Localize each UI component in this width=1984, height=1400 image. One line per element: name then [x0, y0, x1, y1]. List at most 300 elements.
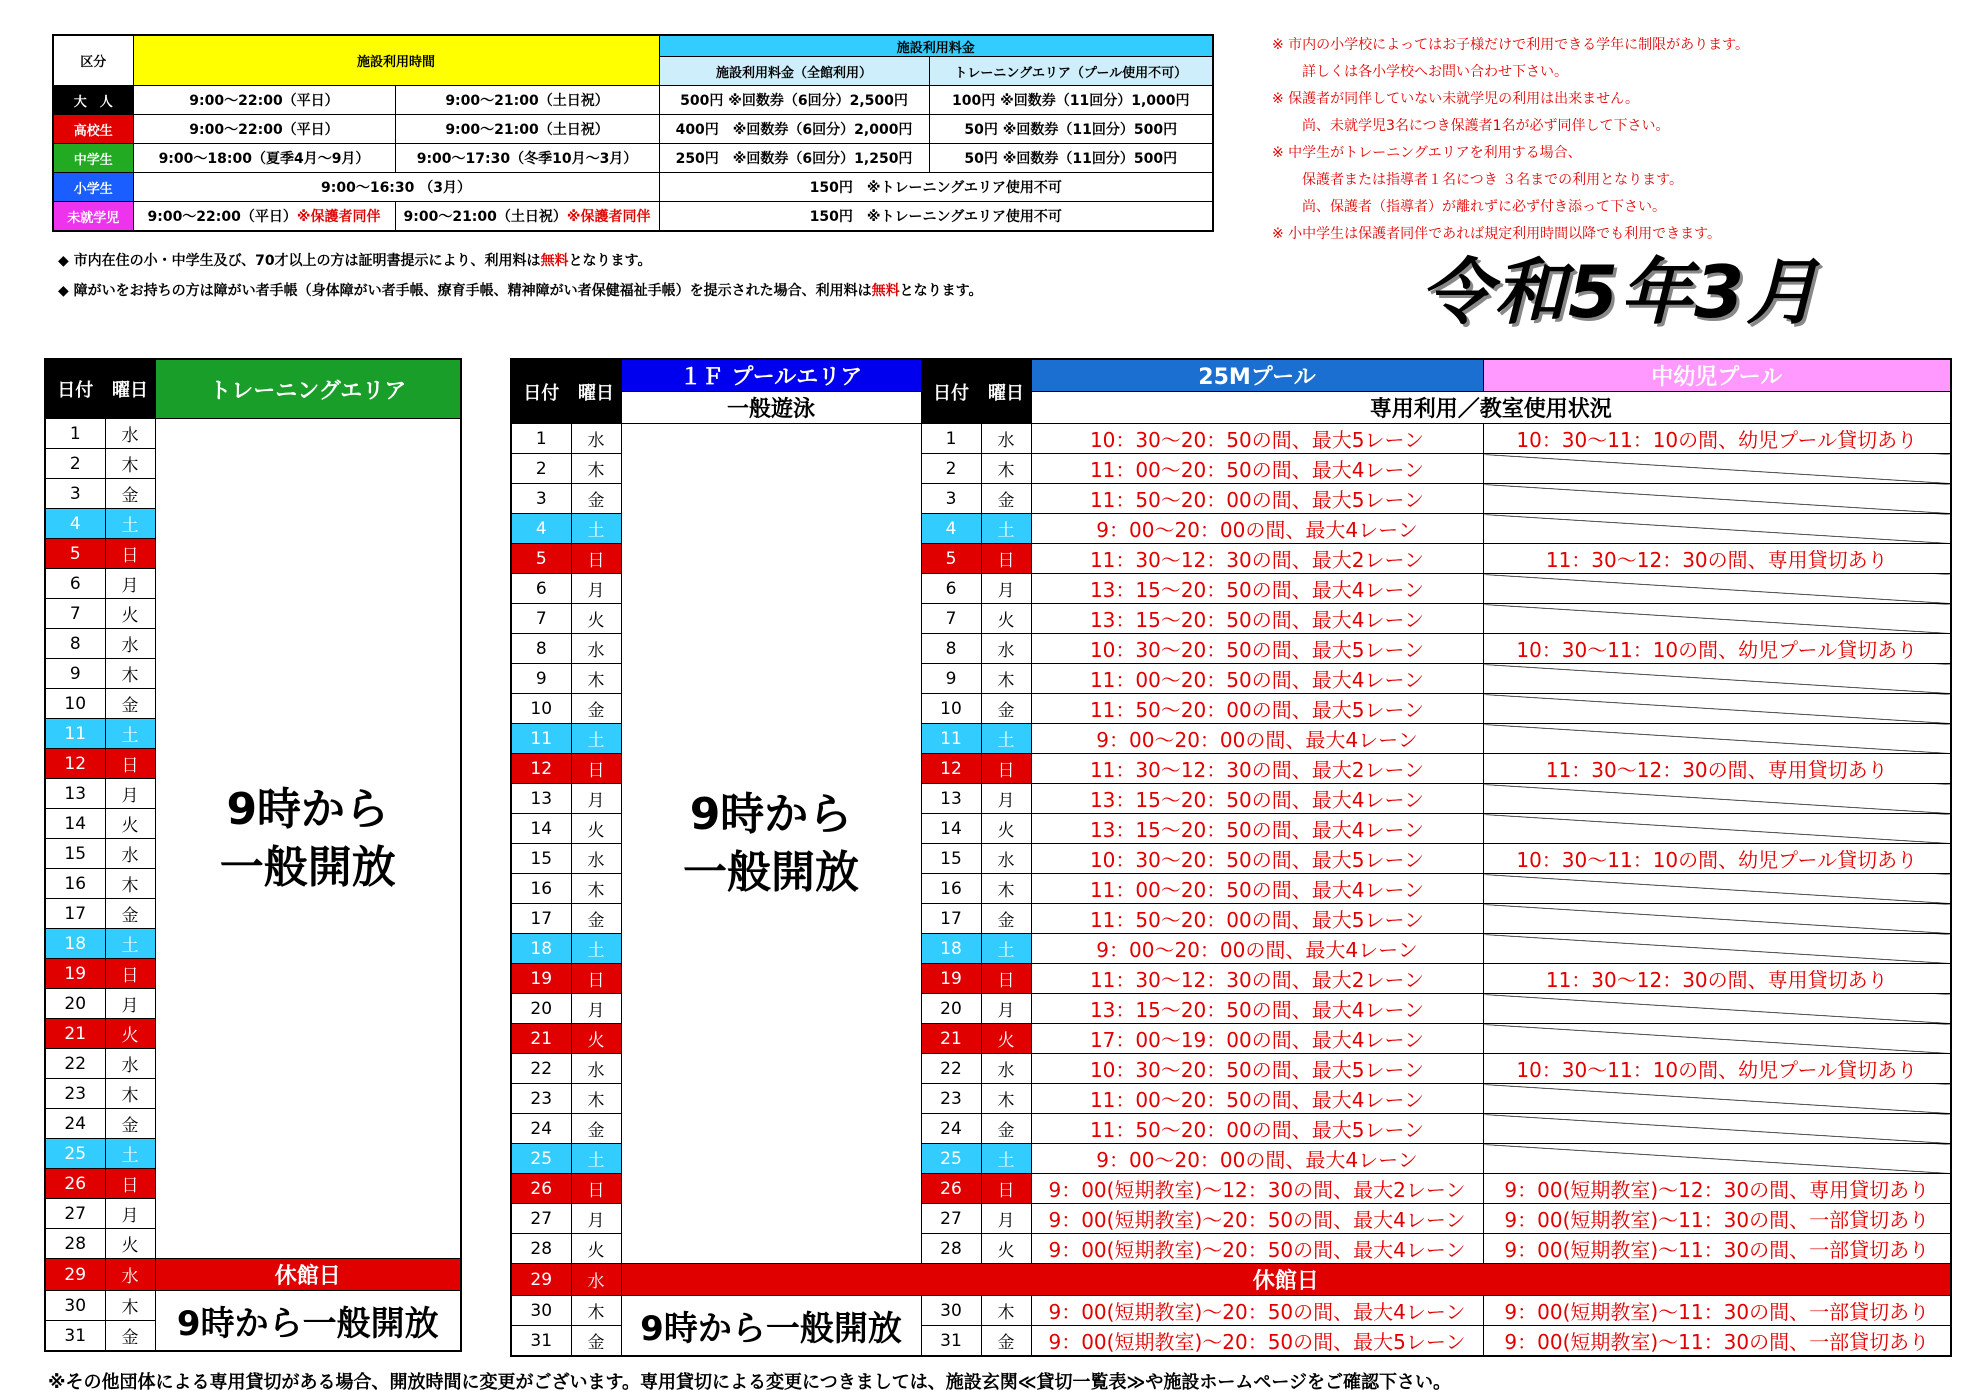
dow-cell: 金 [981, 694, 1031, 724]
dow-cell: 日 [981, 964, 1031, 994]
pool25-status: 11：50～20：00の間、最大5レーン [1031, 904, 1483, 934]
weekday-hours: 9:00～22:00（平日） [133, 86, 395, 115]
pool-schedule [510, 358, 1952, 1357]
pool25-status: 11：00～20：50の間、最大4レーン [1031, 664, 1483, 694]
date-cell: 16 [511, 874, 571, 904]
kids-pool-status: 10：30～11：10の間、幼児プール貸切あり [1483, 1054, 1951, 1084]
dow-cell: 土 [105, 1139, 155, 1169]
fee-full: 250円 ※回数券（6回分）1,250円 [659, 144, 929, 173]
date-cell: 3 [45, 479, 105, 509]
date-cell: 18 [921, 934, 981, 964]
date-cell: 13 [511, 784, 571, 814]
open-line: 9時から [226, 783, 390, 835]
dow-cell: 木 [981, 874, 1031, 904]
kids-pool-status [1483, 1114, 1951, 1144]
dow-cell: 金 [571, 1114, 621, 1144]
date-cell: 8 [511, 634, 571, 664]
usage-note: 詳しくは各小学校へお問い合わせ下さい。 [1302, 64, 1568, 80]
kids-pool-status: 9：00(短期教室)～11：30の間、一部貸切あり [1483, 1204, 1951, 1234]
date-cell: 23 [921, 1084, 981, 1114]
date-cell: 13 [45, 779, 105, 809]
date-cell: 2 [45, 449, 105, 479]
pool25-status: 17：00～19：00の間、最大4レーン [1031, 1024, 1483, 1054]
kids-pool-status [1483, 904, 1951, 934]
dow-cell: 木 [105, 449, 155, 479]
kids-pool-status: 9：00(短期教室)～11：30の間、一部貸切あり [1483, 1326, 1951, 1357]
dow-cell: 金 [105, 479, 155, 509]
fee-training: 50円 ※回数券（11回分）500円 [929, 115, 1213, 144]
dow-cell: 金 [105, 1109, 155, 1139]
dow-cell: 金 [571, 484, 621, 514]
dow-cell: 月 [105, 1199, 155, 1229]
weekend-hours: 9:00～21:00（土日祝） [395, 115, 659, 144]
kids-pool-status: 11：30～12：30の間、専用貸切あり [1483, 964, 1951, 994]
dow-cell: 水 [571, 844, 621, 874]
kids-pool-status [1483, 514, 1951, 544]
date-cell: 14 [511, 814, 571, 844]
kids-pool-status: 10：30～11：10の間、幼児プール貸切あり [1483, 844, 1951, 874]
dow-cell: 月 [105, 779, 155, 809]
kids-pool-status: 11：30～12：30の間、専用貸切あり [1483, 544, 1951, 574]
fee-header-hours: 施設利用時間 [133, 35, 659, 86]
day-row [511, 1296, 1951, 1326]
date-cell: 14 [921, 814, 981, 844]
date-cell: 8 [921, 634, 981, 664]
closed-cell: 休館日 [621, 1264, 1951, 1296]
dow-cell: 土 [105, 929, 155, 959]
pool25-status: 9：00(短期教室)～20：50の間、最大4レーン [1031, 1204, 1483, 1234]
col-dow: 曜日 [571, 359, 621, 424]
date-cell: 21 [45, 1019, 105, 1049]
fee-training: 100円 ※回数券（11回分）1,000円 [929, 86, 1213, 115]
open-after-cell: 9時から一般開放 [621, 1296, 921, 1357]
date-cell: 8 [45, 629, 105, 659]
dow-cell: 金 [571, 694, 621, 724]
dow-cell: 水 [571, 424, 621, 454]
date-cell: 24 [511, 1114, 571, 1144]
date-cell: 21 [511, 1024, 571, 1054]
kids-pool-status [1483, 1024, 1951, 1054]
dow-cell: 土 [571, 1144, 621, 1174]
date-cell: 7 [921, 604, 981, 634]
dow-cell: 木 [571, 454, 621, 484]
dow-cell: 月 [981, 1204, 1031, 1234]
fee-header-training: トレーニングエリア（プール使用不可） [929, 57, 1213, 86]
fee-header-full: 施設利用料金（全館利用） [659, 57, 929, 86]
date-cell: 15 [511, 844, 571, 874]
dow-cell: 日 [105, 539, 155, 569]
guardian-note: ※保護者同伴 [566, 209, 651, 225]
dow-cell: 木 [571, 1296, 621, 1326]
dow-cell: 火 [981, 814, 1031, 844]
pool25-status: 11：30～12：30の間、最大2レーン [1031, 754, 1483, 784]
kids-pool-status [1483, 484, 1951, 514]
fee-row-elementary [53, 173, 1213, 202]
dow-cell: 日 [571, 544, 621, 574]
fee-row-adult [53, 86, 1213, 115]
col-date: 日付 [511, 359, 571, 424]
dow-cell: 土 [105, 719, 155, 749]
pool25-status: 9：00(短期教室)～12：30の間、最大2レーン [1031, 1174, 1483, 1204]
dow-cell: 月 [571, 994, 621, 1024]
date-cell: 30 [511, 1296, 571, 1326]
date-cell: 10 [45, 689, 105, 719]
date-cell: 22 [921, 1054, 981, 1084]
dow-cell: 土 [571, 934, 621, 964]
date-cell: 9 [511, 664, 571, 694]
date-cell: 5 [45, 539, 105, 569]
col-date: 日付 [45, 359, 105, 419]
date-cell: 22 [45, 1049, 105, 1079]
usage-notes [1272, 32, 1749, 248]
dow-cell: 水 [105, 419, 155, 449]
dow-cell: 木 [981, 1084, 1031, 1114]
usage-note: ※ 保護者が同伴していない未就学児の利用は出来ません。 [1272, 91, 1640, 107]
date-cell: 19 [921, 964, 981, 994]
date-cell: 27 [45, 1199, 105, 1229]
dow-cell: 土 [981, 934, 1031, 964]
pool25-header: 25Mプール [1031, 359, 1483, 392]
hours: 9:00～16:30 （3月） [133, 173, 659, 202]
dow-cell: 火 [105, 809, 155, 839]
kids-pool-status [1483, 994, 1951, 1024]
date-cell: 7 [511, 604, 571, 634]
date-cell: 30 [45, 1291, 105, 1321]
date-cell: 4 [511, 514, 571, 544]
training-open-cell [155, 419, 461, 1259]
kids-pool-status [1483, 664, 1951, 694]
training-schedule [44, 358, 462, 1352]
dow-cell: 金 [105, 1321, 155, 1352]
dow-cell: 水 [571, 1264, 621, 1296]
date-cell: 31 [45, 1321, 105, 1352]
kids-pool-status: 9：00(短期教室)～12：30の間、専用貸切あり [1483, 1174, 1951, 1204]
pool25-status: 13：15～20：50の間、最大4レーン [1031, 784, 1483, 814]
weekend-hours: 9:00～21:00（土日祝）※保護者同伴 [395, 202, 659, 232]
pool25-status: 10：30～20：50の間、最大5レーン [1031, 634, 1483, 664]
col-dow: 曜日 [981, 359, 1031, 424]
date-cell: 17 [921, 904, 981, 934]
open-after-cell: 9時から一般開放 [155, 1291, 461, 1352]
date-cell: 17 [45, 899, 105, 929]
date-cell: 28 [511, 1234, 571, 1264]
usage-note: ※ 市内の小学校によってはお子様だけで利用できる学年に制限があります。 [1272, 37, 1750, 53]
dow-cell: 土 [981, 514, 1031, 544]
date-cell: 26 [45, 1169, 105, 1199]
kids-pool-status [1483, 694, 1951, 724]
date-cell: 16 [45, 869, 105, 899]
date-cell: 11 [921, 724, 981, 754]
dow-cell: 日 [105, 1169, 155, 1199]
pool25-status: 9：00～20：00の間、最大4レーン [1031, 514, 1483, 544]
pool25-status: 11：00～20：50の間、最大4レーン [1031, 454, 1483, 484]
dow-cell: 木 [105, 659, 155, 689]
dow-cell: 金 [571, 904, 621, 934]
date-cell: 18 [45, 929, 105, 959]
dow-cell: 火 [981, 604, 1031, 634]
guardian-note: ※保護者同伴 [296, 209, 381, 225]
date-cell: 22 [511, 1054, 571, 1084]
dow-cell: 火 [105, 1019, 155, 1049]
dow-cell: 土 [105, 509, 155, 539]
kids-pool-status: 9：00(短期教室)～11：30の間、一部貸切あり [1483, 1296, 1951, 1326]
kids-pool-status [1483, 1144, 1951, 1174]
pool25-status: 9：00(短期教室)～20：50の間、最大4レーン [1031, 1234, 1483, 1264]
open-message [156, 781, 461, 897]
kids-pool-status [1483, 724, 1951, 754]
pool25-status: 11：00～20：50の間、最大4レーン [1031, 874, 1483, 904]
dow-cell: 月 [571, 1204, 621, 1234]
category-label: 高校生 [53, 115, 133, 144]
pool25-status: 13：15～20：50の間、最大4レーン [1031, 574, 1483, 604]
fee: 150円 ※トレーニングエリア使用不可 [659, 202, 1213, 232]
open-line: 一般開放 [683, 846, 859, 898]
date-cell: 1 [511, 424, 571, 454]
date-cell: 19 [45, 959, 105, 989]
fee-full: 400円 ※回数券（6回分）2,000円 [659, 115, 929, 144]
pool25-status: 11：30～12：30の間、最大2レーン [1031, 964, 1483, 994]
kids-pool-status: 9：00(短期教室)～11：30の間、一部貸切あり [1483, 1234, 1951, 1264]
date-cell: 25 [511, 1144, 571, 1174]
date-cell: 28 [921, 1234, 981, 1264]
category-label: 大 人 [53, 86, 133, 115]
pool25-status: 11：50～20：00の間、最大5レーン [1031, 694, 1483, 724]
weekend-hours: 9:00～21:00（土日祝） [395, 86, 659, 115]
dow-cell: 日 [981, 754, 1031, 784]
dow-cell: 日 [571, 964, 621, 994]
dow-cell: 火 [571, 814, 621, 844]
status-header: 専用利用／教室使用状況 [1031, 392, 1951, 424]
fee-row-high [53, 115, 1213, 144]
kids-pool-status [1483, 784, 1951, 814]
date-cell: 7 [45, 599, 105, 629]
weekday-hours: 9:00～22:00（平日） [133, 115, 395, 144]
pool25-status: 9：00(短期教室)～20：50の間、最大4レーン [1031, 1296, 1483, 1326]
dow-cell: 水 [571, 634, 621, 664]
dow-cell: 水 [105, 1259, 155, 1291]
dow-cell: 金 [981, 904, 1031, 934]
dow-cell: 土 [981, 724, 1031, 754]
dow-cell: 金 [105, 899, 155, 929]
date-cell: 25 [45, 1139, 105, 1169]
date-cell: 14 [45, 809, 105, 839]
dow-cell: 日 [105, 959, 155, 989]
open-line: 9時から [689, 788, 853, 840]
fee: 150円 ※トレーニングエリア使用不可 [659, 173, 1213, 202]
dow-cell: 水 [981, 844, 1031, 874]
open-message [622, 786, 921, 902]
closed-cell: 休館日 [155, 1259, 461, 1291]
date-cell: 3 [511, 484, 571, 514]
weekday-hours: 9:00～22:00（平日）※保護者同伴 [133, 202, 395, 232]
dow-cell: 土 [981, 1144, 1031, 1174]
dow-cell: 木 [571, 874, 621, 904]
dow-cell: 木 [105, 1079, 155, 1109]
dow-cell: 金 [981, 484, 1031, 514]
dow-cell: 土 [571, 514, 621, 544]
dow-cell: 水 [981, 634, 1031, 664]
date-cell: 25 [921, 1144, 981, 1174]
date-cell: 11 [511, 724, 571, 754]
date-cell: 31 [921, 1326, 981, 1357]
date-cell: 23 [511, 1084, 571, 1114]
footer-note: ※その他団体による専用貸切がある場合、開放時間に変更がございます。専用貸切による変更につきましては、施設玄関≪貸切一覧表≫や施設ホームページをご確認下さい。 [48, 1372, 1452, 1393]
pool25-status: 13：15～20：50の間、最大4レーン [1031, 814, 1483, 844]
date-cell: 12 [45, 749, 105, 779]
page-title: 令和5年3月 [1420, 250, 1821, 334]
date-cell: 26 [921, 1174, 981, 1204]
date-cell: 26 [511, 1174, 571, 1204]
dow-cell: 日 [105, 749, 155, 779]
dow-cell: 日 [571, 754, 621, 784]
fee-header-fees: 施設利用料金 [659, 35, 1213, 57]
date-cell: 17 [511, 904, 571, 934]
usage-note: ※ 小中学生は保護者同伴であれば規定利用時間以降でも利用できます。 [1272, 226, 1722, 242]
dow-cell: 木 [571, 664, 621, 694]
fee-header-category: 区分 [53, 35, 133, 86]
date-cell: 27 [511, 1204, 571, 1234]
date-cell: 9 [45, 659, 105, 689]
dow-cell: 水 [571, 1054, 621, 1084]
pool25-status: 9：00(短期教室)～20：50の間、最大5レーン [1031, 1326, 1483, 1357]
kids-pool-status: 11：30～12：30の間、専用貸切あり [1483, 754, 1951, 784]
fee-full: 500円 ※回数券（6回分）2,500円 [659, 86, 929, 115]
date-cell: 6 [45, 569, 105, 599]
day-row [45, 419, 461, 449]
pool25-status: 9：00～20：00の間、最大4レーン [1031, 724, 1483, 754]
note-free-disability: ◆ 障がいをお持ちの方は障がい者手帳（身体障がい者手帳、療育手帳、精神障がい者保健福祉手帳）を提示された場合、利用料は無料となります。 [58, 283, 983, 299]
date-cell: 6 [921, 574, 981, 604]
date-cell: 20 [45, 989, 105, 1019]
dow-cell: 水 [981, 1054, 1031, 1084]
usage-note: 保護者または指導者１名につき ３名までの利用となります。 [1302, 172, 1684, 188]
kids-pool-status [1483, 454, 1951, 484]
date-cell: 29 [45, 1259, 105, 1291]
dow-cell: 水 [105, 839, 155, 869]
dow-cell: 月 [105, 989, 155, 1019]
date-cell: 24 [45, 1109, 105, 1139]
pool25-status: 9：00～20：00の間、最大4レーン [1031, 1144, 1483, 1174]
dow-cell: 火 [981, 1024, 1031, 1054]
date-cell: 6 [511, 574, 571, 604]
dow-cell: 金 [105, 689, 155, 719]
weekend-hours: 9:00～17:30（冬季10月～3月） [395, 144, 659, 173]
fee-training: 50円 ※回数券（11回分）500円 [929, 144, 1213, 173]
dow-cell: 日 [571, 1174, 621, 1204]
dow-cell: 月 [571, 784, 621, 814]
date-cell: 3 [921, 484, 981, 514]
dow-cell: 火 [981, 1234, 1031, 1264]
date-cell: 2 [511, 454, 571, 484]
dow-cell: 月 [571, 574, 621, 604]
date-cell: 21 [921, 1024, 981, 1054]
dow-cell: 水 [105, 1049, 155, 1079]
pool25-status: 13：15～20：50の間、最大4レーン [1031, 604, 1483, 634]
pool25-status: 9：00～20：00の間、最大4レーン [1031, 934, 1483, 964]
dow-cell: 日 [981, 1174, 1031, 1204]
date-cell: 27 [921, 1204, 981, 1234]
date-cell: 1 [921, 424, 981, 454]
dow-cell: 月 [981, 574, 1031, 604]
date-cell: 16 [921, 874, 981, 904]
dow-cell: 木 [981, 664, 1031, 694]
pool25-status: 10：30～20：50の間、最大5レーン [1031, 844, 1483, 874]
kids-pool-header: 中幼児プール [1483, 359, 1951, 392]
dow-cell: 水 [105, 629, 155, 659]
date-cell: 20 [921, 994, 981, 1024]
dow-cell: 火 [105, 599, 155, 629]
date-cell: 24 [921, 1114, 981, 1144]
kids-pool-status [1483, 1084, 1951, 1114]
dow-cell: 木 [571, 1084, 621, 1114]
day-row [511, 1264, 1951, 1296]
fee-table [52, 34, 1214, 232]
date-cell: 19 [511, 964, 571, 994]
pool25-status: 11：00～20：50の間、最大4レーン [1031, 1084, 1483, 1114]
fee-row-preschool [53, 202, 1213, 232]
dow-cell: 火 [105, 1229, 155, 1259]
open-line: 一般開放 [219, 841, 396, 893]
pool25-status: 10：30～20：50の間、最大5レーン [1031, 424, 1483, 454]
date-cell: 5 [921, 544, 981, 574]
dow-cell: 木 [981, 454, 1031, 484]
usage-note: 尚、保護者（指導者）が離れずに必ず付き添って下さい。 [1302, 199, 1666, 215]
dow-cell: 木 [105, 869, 155, 899]
date-cell: 31 [511, 1326, 571, 1357]
dow-cell: 月 [105, 569, 155, 599]
dow-cell: 月 [981, 994, 1031, 1024]
date-cell: 12 [511, 754, 571, 784]
fee-notes [58, 246, 983, 306]
dow-cell: 日 [981, 544, 1031, 574]
date-cell: 5 [511, 544, 571, 574]
kids-pool-status: 10：30～11：10の間、幼児プール貸切あり [1483, 634, 1951, 664]
date-cell: 15 [45, 839, 105, 869]
dow-cell: 金 [981, 1326, 1031, 1357]
kids-pool-status [1483, 874, 1951, 904]
col-date: 日付 [921, 359, 981, 424]
note-free-students: ◆ 市内在住の小・中学生及び、70才以上の方は証明書提示により、利用料は無料となります。 [58, 253, 652, 269]
dow-cell: 金 [981, 1114, 1031, 1144]
kids-pool-status [1483, 814, 1951, 844]
dow-cell: 火 [571, 604, 621, 634]
date-cell: 20 [511, 994, 571, 1024]
dow-cell: 土 [571, 724, 621, 754]
day-row [511, 424, 1951, 454]
date-cell: 4 [45, 509, 105, 539]
kids-pool-status [1483, 604, 1951, 634]
day-row [45, 1259, 461, 1291]
general-swim-header: 一般遊泳 [621, 392, 921, 424]
col-dow: 曜日 [105, 359, 155, 419]
pool25-status: 11：50～20：00の間、最大5レーン [1031, 484, 1483, 514]
dow-cell: 火 [571, 1024, 621, 1054]
category-label: 未就学児 [53, 202, 133, 232]
date-cell: 10 [511, 694, 571, 724]
date-cell: 11 [45, 719, 105, 749]
pool-open-cell [621, 424, 921, 1264]
dow-cell: 木 [105, 1291, 155, 1321]
pool25-status: 11：50～20：00の間、最大5レーン [1031, 1114, 1483, 1144]
pool-area-header: １Ｆ プールエリア [621, 359, 921, 392]
dow-cell: 火 [571, 1234, 621, 1264]
kids-pool-status: 10：30～11：10の間、幼児プール貸切あり [1483, 424, 1951, 454]
date-cell: 13 [921, 784, 981, 814]
category-label: 中学生 [53, 144, 133, 173]
dow-cell: 木 [981, 1296, 1031, 1326]
day-row [45, 1291, 461, 1321]
fee-row-middle [53, 144, 1213, 173]
